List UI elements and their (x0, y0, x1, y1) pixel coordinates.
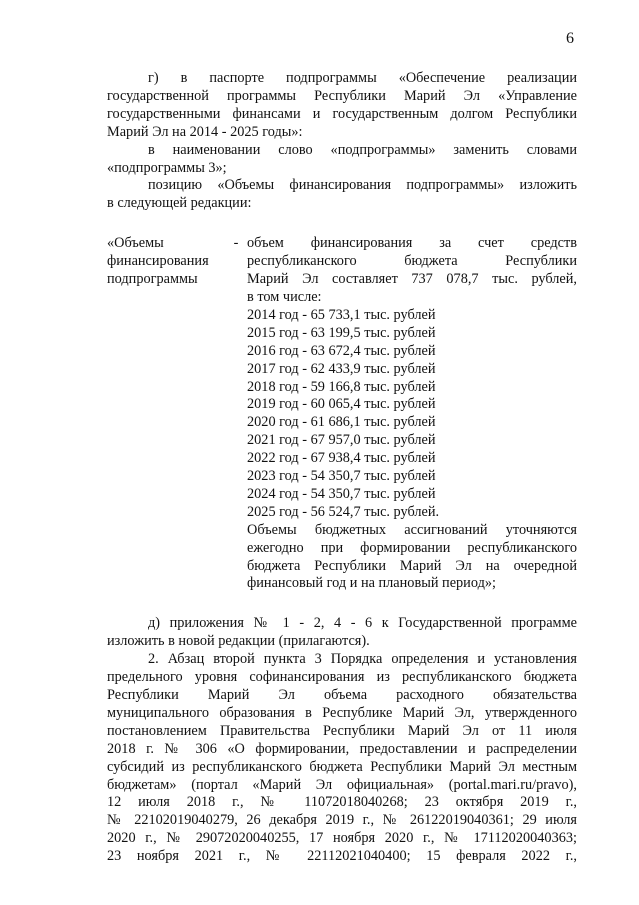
text-line: 12 июля 2018 г., № 11072018040268; 23 октября 2019 г., (107, 794, 577, 811)
text-line: бюджета Республики Марий Эл на очередной (247, 557, 577, 574)
text-line: 2. Абзац второй пункта 3 Порядка определения и установления (148, 651, 577, 668)
paragraph-position (107, 177, 577, 213)
year-row: 2019 год - 60 065,4 тыс. рублей (247, 396, 436, 413)
text-line: Марий Эл на 2014 - 2025 годы»: (107, 123, 303, 140)
table-right-content (247, 235, 577, 593)
year-row: 2015 год - 63 199,5 тыс. рублей (247, 324, 436, 341)
text-line: ежегодно при формировании республиканского (247, 539, 577, 556)
text-line: предельного уровня софинансирования из республиканского бюджета (107, 669, 577, 686)
text-line: государственной программы Республики Марий Эл «Управление (107, 87, 577, 104)
text-line: в следующей редакции: (107, 195, 252, 212)
text-line: постановлением Правительства Республики Марий Эл от 11 июля (107, 722, 577, 739)
text-line: финансовый год и на плановый период»; (247, 575, 496, 592)
text-line: Марий Эл составляет 737 078,7 тыс. рублей, (247, 271, 577, 288)
year-row: 2021 год - 67 957,0 тыс. рублей (247, 432, 436, 449)
table-left-label (107, 235, 225, 593)
text-line: субсидий из республиканского бюджета Республики Марий Эл местным (107, 758, 577, 775)
paragraph-d (107, 615, 577, 651)
label-line: финансирования (107, 253, 209, 270)
year-row: 2020 год - 61 686,1 тыс. рублей (247, 414, 436, 431)
text-line: 23 ноября 2021 г., № 22112021040400; 15 февраля 2022 г., (107, 848, 577, 865)
paragraph-name (107, 142, 577, 178)
text-line: республиканского бюджета Республики (247, 253, 577, 270)
label-line: подпрограммы (107, 271, 198, 288)
year-row: 2018 год - 59 166,8 тыс. рублей (247, 378, 436, 395)
year-row: 2023 год - 54 350,7 тыс. рублей (247, 468, 436, 485)
year-row: 2017 год - 62 433,9 тыс. рублей (247, 360, 436, 377)
paragraph-2 (107, 651, 577, 866)
paragraph-g (107, 70, 577, 142)
text-line: г) в паспорте подпрограммы «Обеспечение реализации (148, 70, 577, 86)
year-row: 2022 год - 67 938,4 тыс. рублей (247, 450, 436, 467)
text-line: государственными финансами и государственным долгом Республики (107, 105, 577, 122)
text-line: бюджетам» (портал «Марий Эл официальная» (portal.mari.ru/pravo), (107, 776, 577, 793)
text-line: Республики Марий Эл объема расходного обязательства (107, 687, 577, 703)
label-line: «Объемы (107, 235, 164, 252)
year-row: 2025 год - 56 524,7 тыс. рублей. (247, 503, 440, 520)
text-line: Объемы бюджетных ассигнований уточняются (247, 521, 577, 538)
page-number: 6 (566, 30, 574, 47)
text-line: 2020 г., № 29072020040255, 17 ноября 2020 г., № 17112020040363; (107, 830, 577, 847)
text-line: объем финансирования за счет средств (247, 235, 577, 252)
document-body (107, 70, 577, 866)
text-line: изложить в новой редакции (прилагаются). (107, 633, 370, 650)
text-line: 2018 г. № 306 «О формировании, предоставлении и распределении (107, 740, 577, 757)
text-line: д) приложения № 1 - 2, 4 - 6 к Государственной программе (148, 615, 577, 632)
year-row: 2014 год - 65 733,1 тыс. рублей (247, 306, 436, 323)
year-row: 2024 год - 54 350,7 тыс. рублей (247, 485, 436, 502)
table-dash: - (233, 235, 239, 252)
text-line: позицию «Объемы финансирования подпрограммы» изложить (148, 177, 577, 194)
financing-table (107, 235, 577, 593)
text-line: в том числе: (247, 288, 322, 305)
text-line: в наименовании слово «подпрограммы» заменить словами (148, 141, 577, 158)
text-line: № 22102019040279, 26 декабря 2019 г., № 26122019040361; 29 июля (107, 812, 577, 829)
text-line: «подпрограммы 3»; (107, 159, 227, 176)
text-line: муниципального образования в Республике Марий Эл, утвержденного (107, 704, 577, 721)
year-row: 2016 год - 63 672,4 тыс. рублей (247, 342, 436, 359)
